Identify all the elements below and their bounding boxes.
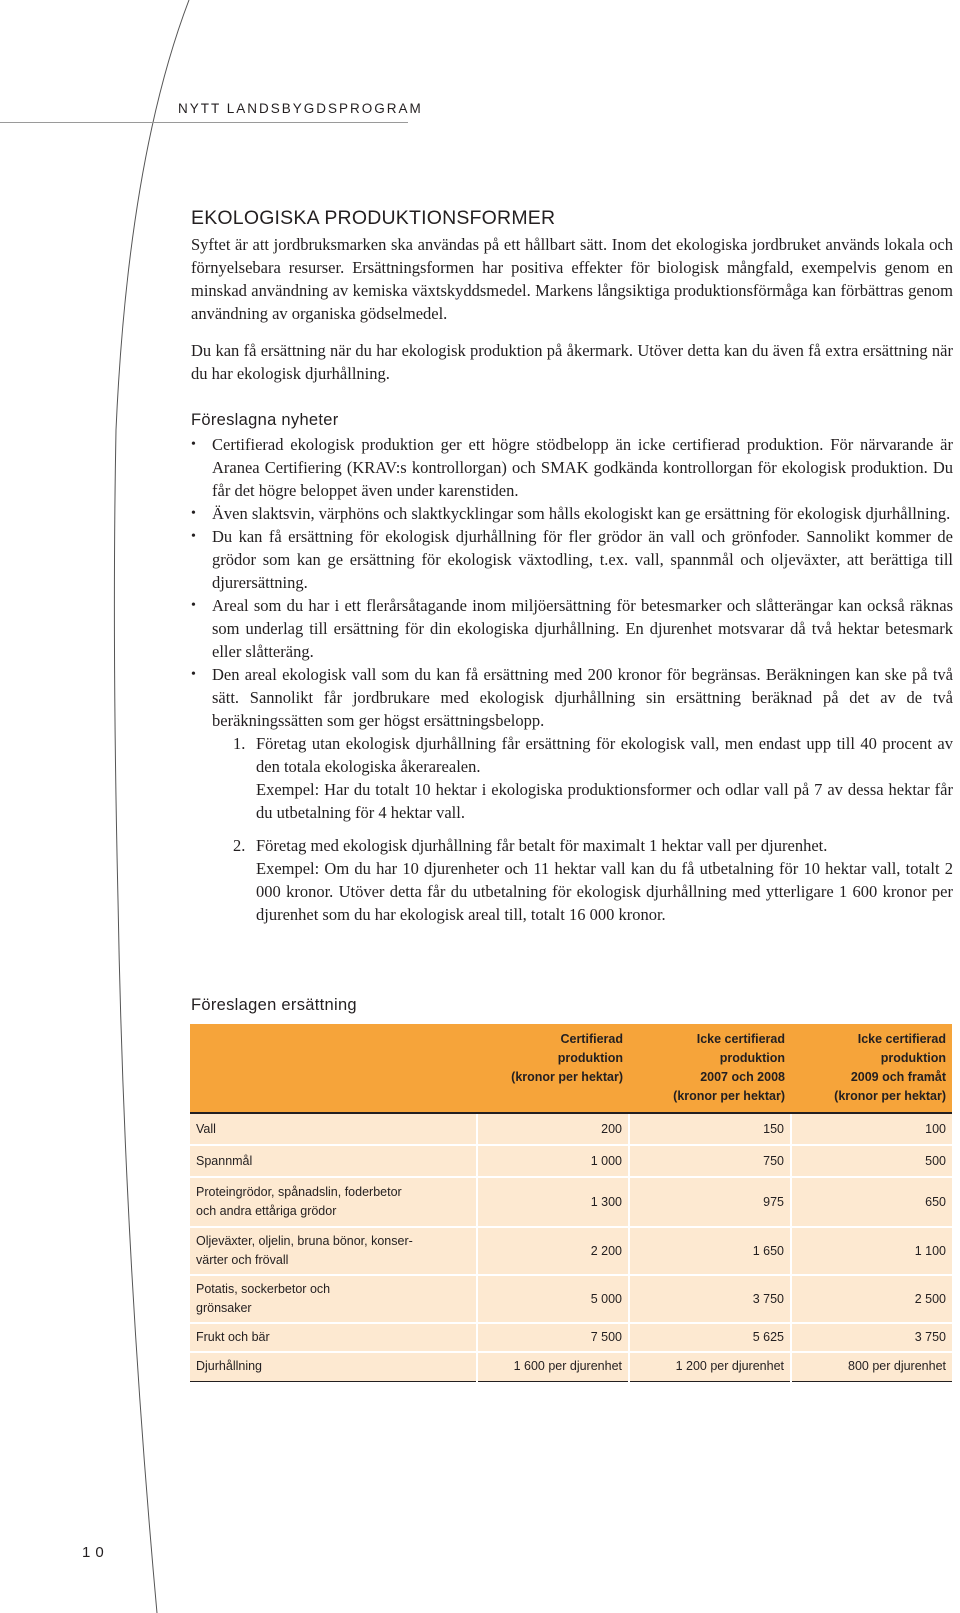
calculation-text: Företag utan ekologisk djurhållning får ersättning för ekologisk vall, men endast upp till 40 procent av den totala ekologiska åkerarealen.	[256, 734, 953, 776]
header-cell-empty	[190, 1024, 477, 1113]
cell-value: 1 200 per djurenhet	[629, 1352, 791, 1381]
cell-value: 5 000	[477, 1275, 629, 1323]
section-title: EKOLOGISKA PRODUKTIONSFORMER	[191, 207, 556, 229]
row-label: Djurhållning	[190, 1352, 477, 1381]
news-item: • Areal som du har i ett flerårsåtagande inom miljöersättning för betesmarker och slåtterängar kan också räknas som underlag till ersättning för din ekologiska djurhållning. En djurenhet motsvarar då två hektar betesmark eller slåtteräng.	[191, 594, 953, 663]
cell-value: 2 500	[791, 1275, 952, 1323]
calculation-number: 1.	[233, 734, 246, 753]
table-row	[190, 1352, 952, 1381]
intro-paragraph: Syftet är att jordbruksmarken ska användas på ett hållbart sätt. Inom det ekologiska jordbruket används lokala och förnyelsebara resurser. Ersättningsformen har positiva effekter för biologisk mångfald, exempelvis genom en minskad användning av kemiska växtskyddsmedel. Markens långsiktiga produktionsförmåga kan förbättras genom användning av organiska gödselmedel.	[191, 235, 953, 323]
row-label: Vall	[190, 1113, 477, 1145]
header-cell-certified: Certifierad produktion (kronor per hektar)	[477, 1024, 629, 1113]
calculation-example: Exempel: Om du har 10 djurenheter och 11 hektar vall kan du få utbetalning för 10 hektar vall, totalt 2 000 kronor. Utöver detta får du utbetalning för ekologisk djurhållning med ytterligare 1 600 kronor per djurenhet som du har ekologisk areal till, totalt 16 000 kronor.	[256, 859, 953, 924]
row-label: Spannmål	[190, 1145, 477, 1177]
cell-value: 3 750	[629, 1275, 791, 1323]
cell-value: 7 500	[477, 1323, 629, 1352]
cell-value: 650	[791, 1177, 952, 1227]
cell-value: 200	[477, 1113, 629, 1145]
row-label: Potatis, sockerbetor och grönsaker	[190, 1275, 477, 1323]
news-item: • Du kan få ersättning för ekologisk djurhållning för fler grödor än vall och grönfoder. Sannolikt kommer de grödor som kan ge ersättning för ekologisk växtodling, t.ex. vall, spannmål och oljeväxter, att berättiga till djurersättning.	[191, 525, 953, 594]
page-number: 10	[82, 1544, 109, 1561]
row-label: Oljeväxter, oljelin, bruna bönor, konser- värter och frövall	[190, 1227, 477, 1275]
calculation-text: Företag med ekologisk djurhållning får betalt för maximalt 1 hektar vall per djurenhet.	[256, 836, 828, 855]
main-content	[191, 207, 953, 926]
news-heading: Föreslagna nyheter	[191, 411, 339, 429]
cell-value: 1 300	[477, 1177, 629, 1227]
cell-value: 5 625	[629, 1323, 791, 1352]
cell-value: 750	[629, 1145, 791, 1177]
header-cell-noncertified-2007: Icke certifierad produktion 2007 och 2008 (kronor per hektar)	[629, 1024, 791, 1113]
table-row	[190, 1323, 952, 1352]
cell-value: 800 per djurenhet	[791, 1352, 952, 1381]
calculation-methods	[212, 732, 953, 926]
cell-value: 1 600 per djurenhet	[477, 1352, 629, 1381]
news-item: • Även slaktsvin, värphöns och slaktkycklingar som hålls ekologiskt kan ge ersättning för ekologisk djurhållning.	[191, 502, 953, 525]
header-cell-noncertified-2009: Icke certifierad produktion 2009 och framåt (kronor per hektar)	[791, 1024, 952, 1113]
cell-value: 100	[791, 1113, 952, 1145]
news-item	[191, 663, 953, 926]
cell-value: 975	[629, 1177, 791, 1227]
cell-value: 1 000	[477, 1145, 629, 1177]
cell-value: 500	[791, 1145, 952, 1177]
table-row	[190, 1145, 952, 1177]
eligibility-paragraph: Du kan få ersättning när du har ekologisk produktion på åkermark. Utöver detta kan du även få extra ersättning när du har ekologisk djurhållning.	[191, 341, 953, 383]
cell-value: 150	[629, 1113, 791, 1145]
cell-value: 1 650	[629, 1227, 791, 1275]
cell-value: 1 100	[791, 1227, 952, 1275]
header-rule	[0, 122, 408, 123]
compensation-table	[190, 1024, 952, 1382]
calculation-method	[212, 834, 953, 926]
news-item-text: Den areal ekologisk vall som du kan få ersättning med 200 kronor för begränsas. Beräkningen kan ske på två sätt. Sannolikt får jordbrukare med ekologisk djurhållning sin ersättning beräknad på det av de två beräkningssätten som ger högst ersättningsbelopp.	[212, 665, 953, 730]
calculation-method	[212, 732, 953, 824]
cell-value: 3 750	[791, 1323, 952, 1352]
running-head: NYTT LANDSBYGDSPROGRAM	[178, 101, 423, 116]
table-row	[190, 1113, 952, 1145]
news-list	[191, 433, 953, 926]
cell-value: 2 200	[477, 1227, 629, 1275]
news-item: • Certifierad ekologisk produktion ger ett högre stödbelopp än icke certifierad produktion. För närvarande är Aranea Certifiering (KRAV:s kontrollorgan) och SMAK godkända kontrollorgan för ekologisk produktion. Du får det högre beloppet även under karenstiden.	[191, 433, 953, 502]
table-row	[190, 1177, 952, 1227]
table-row	[190, 1275, 952, 1323]
row-label: Frukt och bär	[190, 1323, 477, 1352]
table-heading: Föreslagen ersättning	[191, 996, 357, 1014]
calculation-number: 2.	[233, 836, 246, 855]
calculation-example: Exempel: Har du totalt 10 hektar i ekologiska produktionsformer och odlar vall på 7 av dessa hektar får du utbetalning för 4 hektar vall.	[256, 780, 953, 822]
row-label: Proteingrödor, spånadslin, foderbetor och andra ettåriga grödor	[190, 1177, 477, 1227]
table-header-row	[190, 1024, 952, 1113]
table-row	[190, 1227, 952, 1275]
